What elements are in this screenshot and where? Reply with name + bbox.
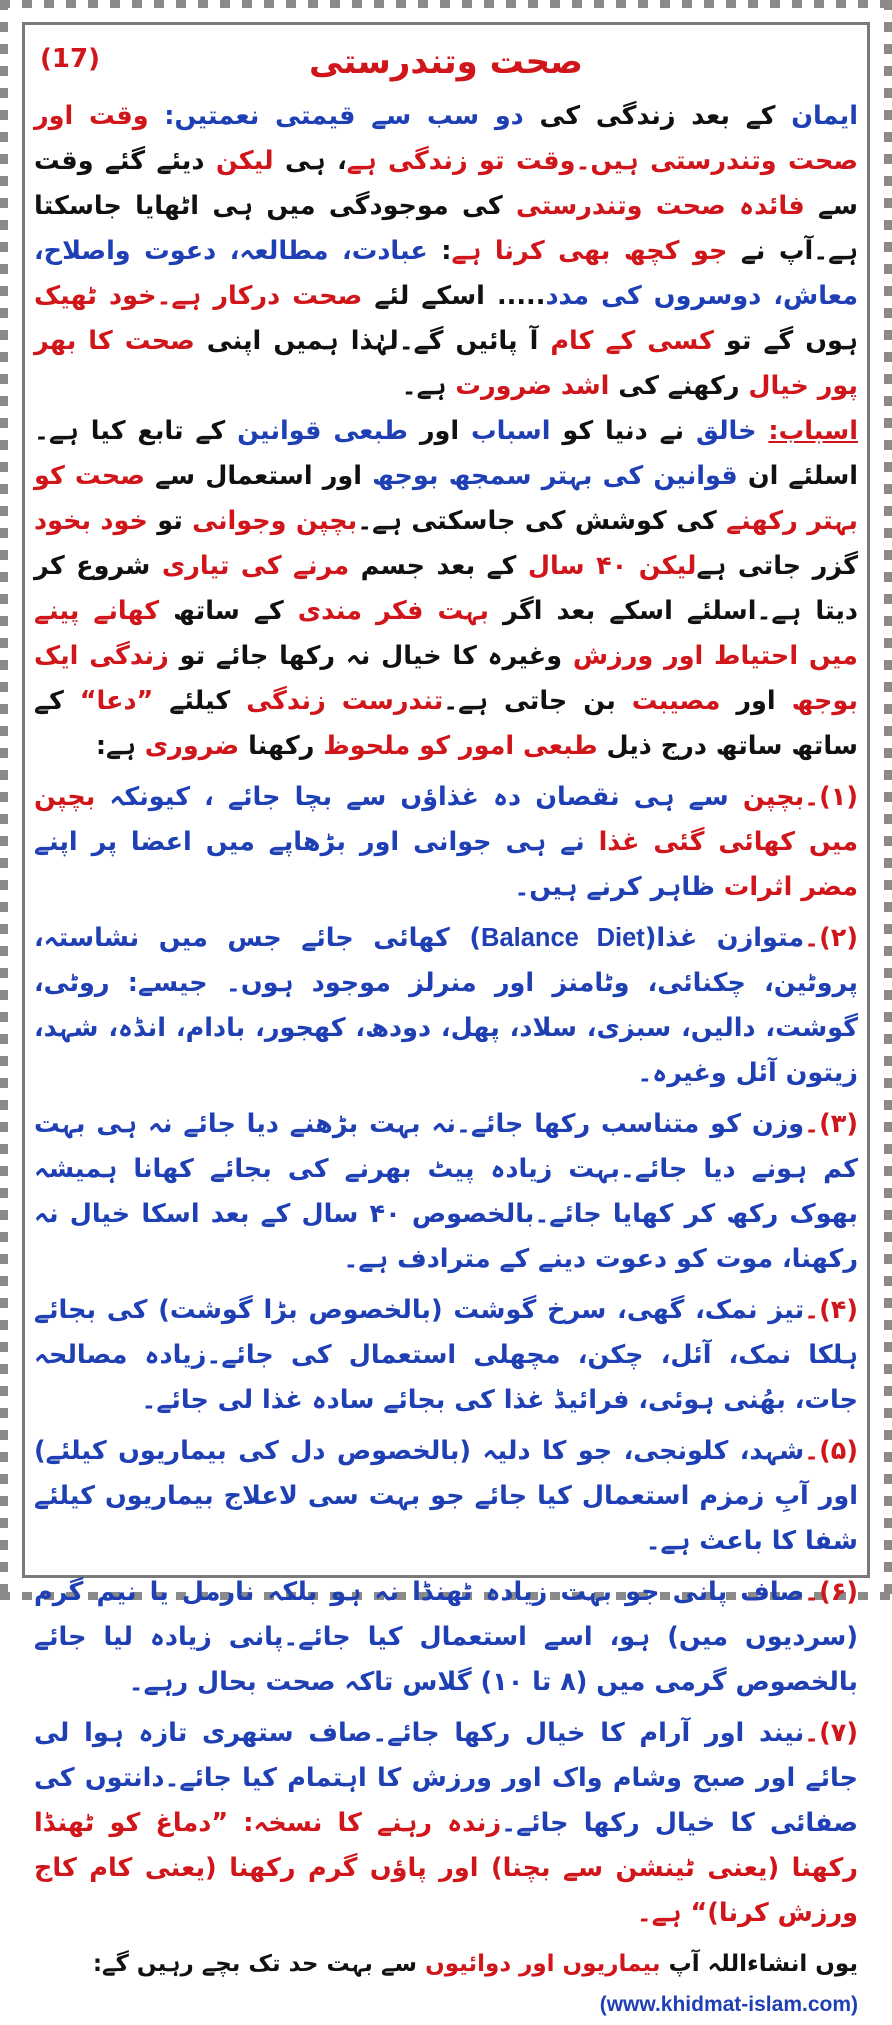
asbab-text: رکھنا [239,731,324,761]
footer-text: سے بہت حد تک بچے رہیں گے: [92,1951,426,1977]
asbab-text: اور استعمال سے [144,461,373,491]
item-text: ”دماغ کو ٹھنڈا رکھنا (یعنی ٹینشن سے بچنا) اور پاؤں گرم رکھنا (یعنی کام کاج ورزش کرنا)“ ہے۔ [34,1808,858,1928]
asbab-paragraph [34,409,858,769]
asbab-text: بچپن وجوانی [192,506,358,536]
asbab-text: خالق [695,416,769,446]
item-number: (۲)۔ [804,923,859,953]
intro-text: صحت کا بھر پور خیال [34,326,858,401]
item-text: بچپن میں کھائی گئی غذا [34,782,858,857]
intro-text: دیئے گئے وقت سے [34,146,858,221]
asbab-text: ”دعا“ [79,686,154,716]
item-text: صاف پانی جو بہت زیادہ ٹھنڈا نہ ہو بلکہ نارمل یا نیم گرم (سردیوں میں) ہو، اسے استعمال کیا جائے۔پانی زیادہ لیا جائے بالخصوص گرمی میں (۸ تا ۱۰) گلاس تاکہ صحت بحال رہے۔ [34,1577,858,1697]
intro-text: کی موجودگی میں ہی اٹھایا جاسکتا ہے۔آپ نے [34,191,859,266]
asbab-text: اور [407,416,472,446]
asbab-text: کے ساتھ [159,596,298,626]
item-text: تیز نمک، گھی، سرخ گوشت (بالخصوص بڑا گوشت) کی بجائے ہلکا نمک، آئل، چکن، مچھلی استعمال کی جائے۔زیادہ مصالحہ جات، بھُنی ہوئی، فرائیڈ غذا کی بجائے سادہ غذا لی جائے۔ [34,1295,858,1415]
intro-text: وقت تو زندگی ہے [346,146,576,176]
item-number: (۴)۔ [804,1295,858,1325]
asbab-text: کے ساتھ ساتھ درج ذیل [34,686,858,761]
intro-text: دو سب سے قیمتی نعمتیں: [148,101,524,131]
item-text: ظاہر کرنے ہیں۔ [514,872,724,902]
asbab-text: کیلئے [153,686,247,716]
asbab-text: صحت کو بہتر رکھنے [34,461,858,536]
footer [34,1944,858,2025]
intro-text: آ پائیں گے۔لہٰذا ہمیں اپنی [194,326,551,356]
asbab-text: زندگی ایک بوجھ [34,641,858,716]
asbab-text: طبعی امور کو ملحوظ [323,731,598,761]
item-text: نیند اور آرام کا خیال رکھا جائے۔صاف ستھری تازہ ہوا لی جائے اور صبح وشام واک اور ورزش کا اہتمام کیا جائے۔دانتوں کی صفائی کا خیال رکھا جائے۔ [34,1718,858,1838]
asbab-text: تو [147,506,193,536]
intro-text: خود ٹھیک [34,281,157,311]
intro-text: عبادت، مطالعہ، دعوت واصلاح، معاش، دوسروں کی مدد [34,236,858,311]
website-link[interactable]: (www.khidmat-islam.com) [599,1993,858,2016]
list-item [34,1102,858,1282]
asbab-text: ہے: [95,731,145,761]
intro-text: اشد ضرورت [455,371,610,401]
list-item [34,1288,858,1423]
intro-text: ..... اسکے لئے [362,281,546,311]
asbab-text: کے بعد جسم [349,551,528,581]
item-text: سے ہی نقصان دہ غذاؤں سے بچا جائے ، کیونکہ [95,782,743,812]
intro-text: ، ہی [273,146,347,176]
asbab-text: طبعی قوانین [237,416,408,446]
asbab-text: گزر جاتی ہے [696,551,858,581]
list-item [34,1570,858,1705]
list-item [34,1711,858,1936]
page-title: صحت وتندرستی [309,42,583,82]
intro-text: کے بعد زندگی کی [523,101,792,131]
intro-text: رکھنے کی [609,371,749,401]
asbab-text: مصیبت [631,686,721,716]
intro-text: وقت اور صحت وتندرستی ہیں۔ [34,101,858,176]
intro-text: ہوں گے تو [713,326,858,356]
asbab-text: وغیرہ کا خیال نہ رکھا جائے تو [168,641,573,671]
item-text: ( [644,923,657,953]
item-text: ) کھائی جائے جس میں نشاستہ، پروٹین، چکنائی، وٹامنز اور منرلز موجود ہوں۔ جیسے: روٹی، گوشت، دالیں، سبزی، سلاد، پھل، دودھ، کھجور، بادام، انڈہ، شہد، زیتون آئل وغیرہ۔ [34,923,858,1088]
asbab-text: اسباب [471,416,551,446]
asbab-text: مرنے کی تیاری [161,551,350,581]
intro-text: ایمان [791,101,858,131]
intro-text: فائدہ صحت وتندرستی [515,191,805,221]
item-text: وزن کو متناسب رکھا جائے۔نہ بہت بڑھنے دیا جائے نہ ہی بہت کم ہونے دیا جائے۔بہت زیادہ پیٹ بھرنے کی بجائے کھانا ہمیشہ بھوک رکھ کر کھایا جائے۔بالخصوص ۴۰ سال کے بعد اسکا خیال نہ رکھنا، موت کو دعوت دینے کے مترادف ہے۔ [34,1109,858,1274]
item-number: (۵)۔ [804,1436,858,1466]
item-text: نے ہی جوانی اور بڑھاپے میں اعضا پر اپنے [34,827,599,857]
intro-text: : [427,236,452,266]
item-text: بچپن [742,782,805,812]
intro-text: جو کچھ بھی کرنا ہے [451,236,728,266]
asbab-text: شروع کر دیتا ہے۔اسلئے اسکے بعد اگر [34,551,859,626]
article [34,34,859,2016]
intro-text: لیکن [215,146,274,176]
item-text: مضر اثرات [723,872,858,902]
asbab-heading: اسباب: [768,416,858,446]
footer-text: یوں انشاءاللہ آپ [660,1951,858,1977]
item-number: (۱)۔ [804,782,858,812]
asbab-text: خود بخود [34,506,148,536]
list-item [34,775,858,910]
intro-text: کسی کے کام [550,326,714,356]
asbab-text: ضروری [144,731,240,761]
item-text-english: Balance Diet [481,924,645,952]
item-text: متوازن غذا [656,923,805,953]
page-number: (17) [40,44,100,74]
item-text: شہد، کلونجی، جو کا دلیہ (بالخصوص دل کی بیماریوں کیلئے) اور آبِ زمزم استعمال کیا جائے جو بہت سی لاعلاج بیماریوں کیلئے شفا کا باعث ہے۔ [34,1436,858,1556]
item-number: (۷)۔ [804,1718,858,1748]
intro-text: ہے۔ [401,371,456,401]
item-text: زندہ رہنے کا نسخہ: [243,1808,502,1838]
item-number: (۳)۔ [804,1109,858,1139]
asbab-text: کی کوشش کی جاسکتی ہے۔ [357,506,727,536]
footer-text: بیماریوں اور دوائیوں [425,1951,661,1977]
asbab-text: نے دنیا کو [550,416,696,446]
list-item [34,916,858,1096]
intro-paragraph [34,94,858,409]
asbab-text: قوانین کی بہتر سمجھ بوجھ [372,461,738,491]
asbab-text: تندرست زندگی [246,686,444,716]
intro-text: صحت درکار ہے۔ [156,281,363,311]
asbab-text: اور [720,686,792,716]
asbab-text: کھانے پینے میں احتیاط اور ورزش [34,596,858,671]
item-number: (۶)۔ [804,1577,858,1607]
asbab-text: کے تابع کیا ہے۔اسلئے ان [34,416,859,491]
asbab-text: لیکن ۴۰ سال [527,551,697,581]
asbab-text: بن جاتی ہے۔ [443,686,632,716]
asbab-text: بہت فکر مندی [297,596,490,626]
list-item [34,1429,858,1564]
